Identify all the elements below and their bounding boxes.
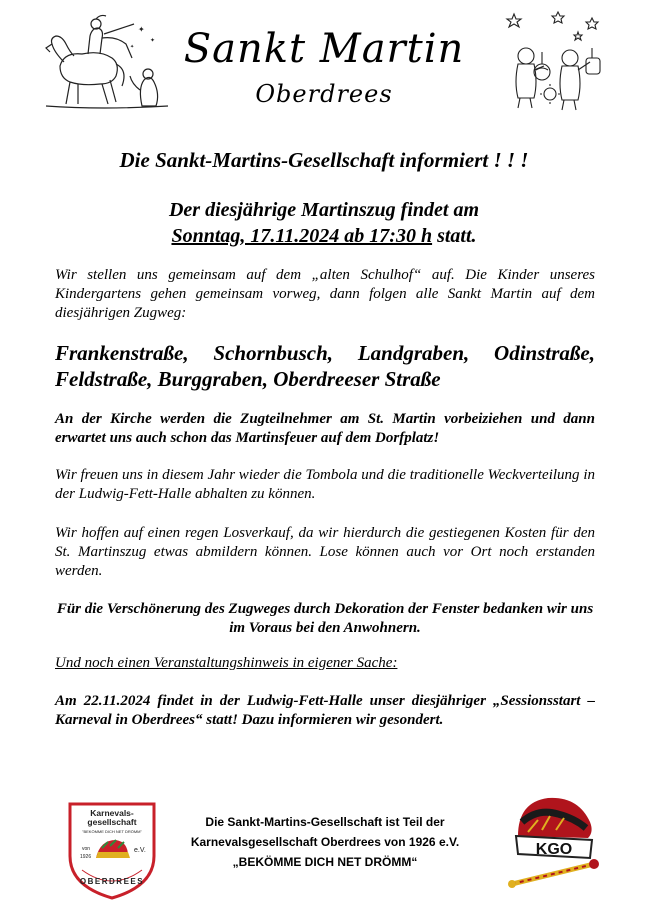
svg-text:✦: ✦ — [130, 44, 135, 50]
announcement — [0, 197, 648, 249]
notice-heading-text: Und noch einen Veranstaltungshinweis in eigener Sache: — [55, 655, 398, 671]
notice-heading — [55, 654, 595, 673]
badge-top-text: Karnevals- — [90, 808, 134, 818]
headline: Die Sankt-Martins-Gesellschaft informiert ! ! ! — [119, 148, 529, 172]
announcement-suffix: statt. — [432, 225, 477, 247]
kgo-jester-cap-logo — [508, 792, 604, 892]
paragraph-tombola: Wir freuen uns in diesem Jahr wieder die Tombola und die traditionelle Weckverteilung in der Ludwig-Fett-Halle abhalten zu können. — [55, 467, 595, 502]
street-list: Frankenstraße, Schornbusch, Landgraben, Odinstraße, Feldstraße, Burggraben, Oberdreeser Straße — [55, 341, 595, 391]
badge-von-text: von — [82, 846, 91, 852]
paragraph-session: Am 22.11.2024 findet in der Ludwig-Fett-Halle unser diesjähriger „Sessionsstart – Karneval in Oberdrees“ statt! Dazu informieren wir gesondert. — [55, 693, 595, 728]
paragraph-lottery: Wir hoffen auf einen regen Losverkauf, da wir hierdurch die gestiegenen Kosten für den St. Martinszug etwas abmildern können. Lose können auch vor Ort noch erstanden werden. — [55, 525, 595, 579]
footer-line1: Die Sankt-Martins-Gesellschaft ist Teil der — [205, 815, 445, 829]
paragraph-meeting: Wir stellen uns gemeinsam auf dem „alten Schulhof“ auf. Die Kinder unseres Kindergartens gehen gemeinsam vorweg, dann folgen alle Sankt Martin auf dem diesjährigen Zugweg: — [55, 267, 595, 321]
kgo-text: KGO — [535, 841, 573, 858]
svg-text:✦: ✦ — [150, 37, 156, 44]
paragraph-church: An der Kirche werden die Zugteilnehmer am St. Martin vorbeiziehen und dann erwartet uns auch schon das Martinsfeuer auf dem Dorfplatz! — [55, 411, 595, 446]
announcement-line1: Der diesjährige Martinszug findet am — [168, 199, 480, 221]
page-subtitle: Oberdrees — [255, 80, 393, 108]
paragraph-thanks: Für die Verschönerung des Zugweges durch Dekoration der Fenster bedanken wir uns im Voraus bei den Anwohnern. — [56, 601, 594, 636]
badge-top-text-2: gesellschaft — [87, 817, 137, 827]
badge-year-text: 1926 — [80, 854, 92, 860]
badge-motto-text: "BEKÖMME DICH NET DRÖMM" — [82, 829, 142, 834]
page-title: Sankt Martin — [183, 26, 465, 72]
footer-note — [165, 812, 485, 872]
announcement-line2 — [0, 223, 648, 249]
karnevalsgesellschaft-badge-logo — [66, 800, 158, 900]
badge-bottom-text: OBERDREES — [79, 877, 145, 886]
footer-line3: „BEKÖMME DICH NET DRÖMM“ — [232, 855, 418, 869]
badge-ev-text: e.V. — [134, 847, 146, 854]
event-date: Sonntag, 17.11.2024 ab 17:30 h — [171, 225, 433, 247]
svg-text:✦: ✦ — [138, 25, 145, 34]
footer-line2: Karnevalsgesellschaft Oberdrees von 1926 e.V. — [190, 835, 460, 849]
